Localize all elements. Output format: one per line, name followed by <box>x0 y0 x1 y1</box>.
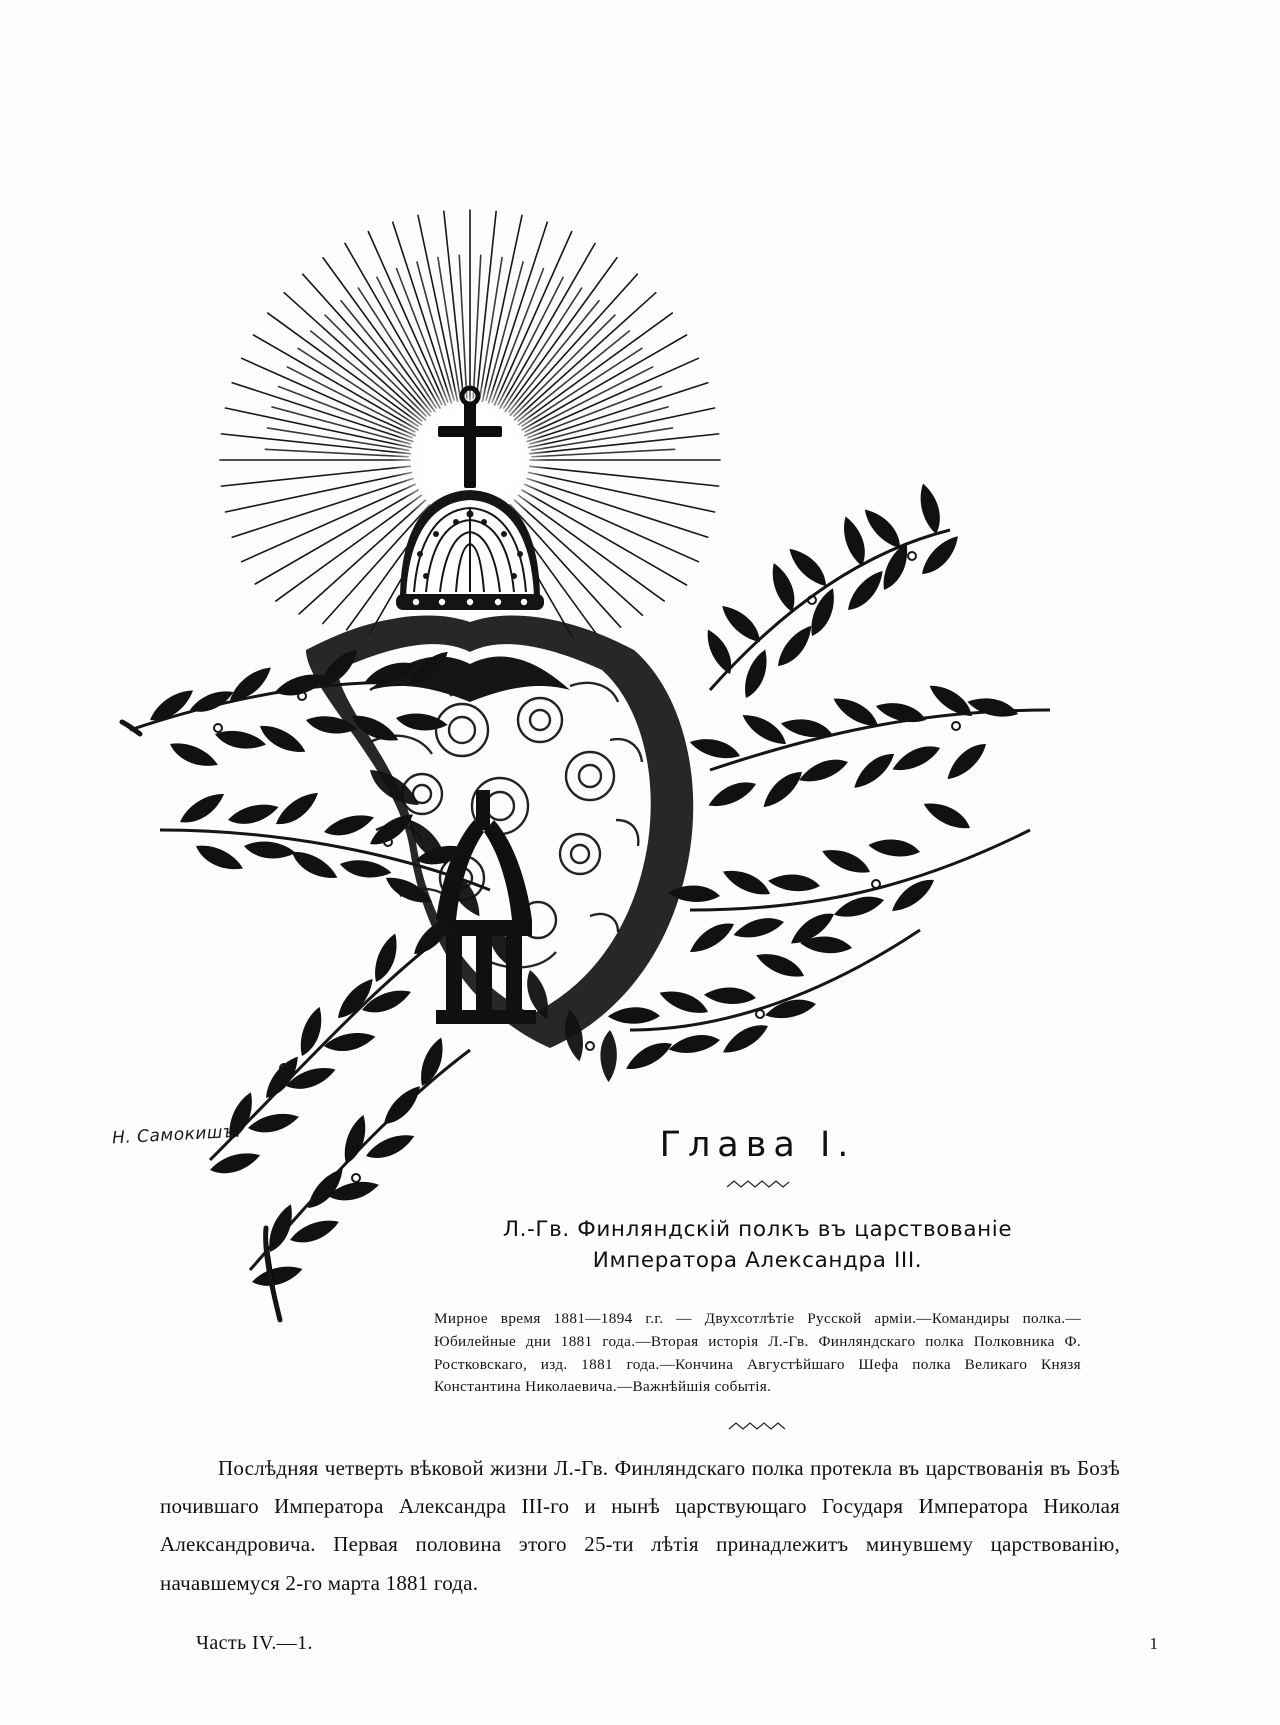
footer-volume-note: Часть IV.—1. <box>196 1632 313 1654</box>
chapter-heading-block <box>430 1125 1085 1431</box>
chapter-title: Глава I. <box>659 1125 856 1165</box>
squiggle-divider-bottom <box>727 1421 789 1431</box>
page-number: 1 <box>1149 1634 1158 1653</box>
artist-signature: Н. Самокишъ. <box>111 1121 242 1149</box>
chapter-subtitle <box>430 1215 1085 1276</box>
chapter-subtitle-line-1: Л.-Гв. Финляндскій полкъ въ царствованіе <box>502 1217 1013 1242</box>
body-paragraph: Послѣдняя четверть вѣковой жизни Л.-Гв. Финляндскаго полка протекла въ царствованія въ Бозѣ почившаго Императора Александра III-го и нынѣ царствующаго Государя Императора Николая Александровича. Первая половина этого 25-ти лѣтія принадлежитъ минувшему царствованію, начавшемуся 2-го марта 1881 года. <box>160 1456 1120 1595</box>
squiggle-divider-top <box>725 1179 791 1189</box>
chapter-subtitle-line-2: Императора Александра III. <box>592 1247 923 1273</box>
chapter-summary: Мирное время 1881—1894 г.г. — Двухсотлѣтіе Русской арміи.—Командиры полка.—Юбилейные дни 1881 года.—Вторая исторія Л.-Гв. Финляндскаго полка Полковника Ф. Ростковскаго, изд. 1881 года.—Кончина Августѣйшаго Шефа полка Великаго Князя Константина Николаевича.—Важнѣйшія событія. <box>434 1310 1081 1396</box>
